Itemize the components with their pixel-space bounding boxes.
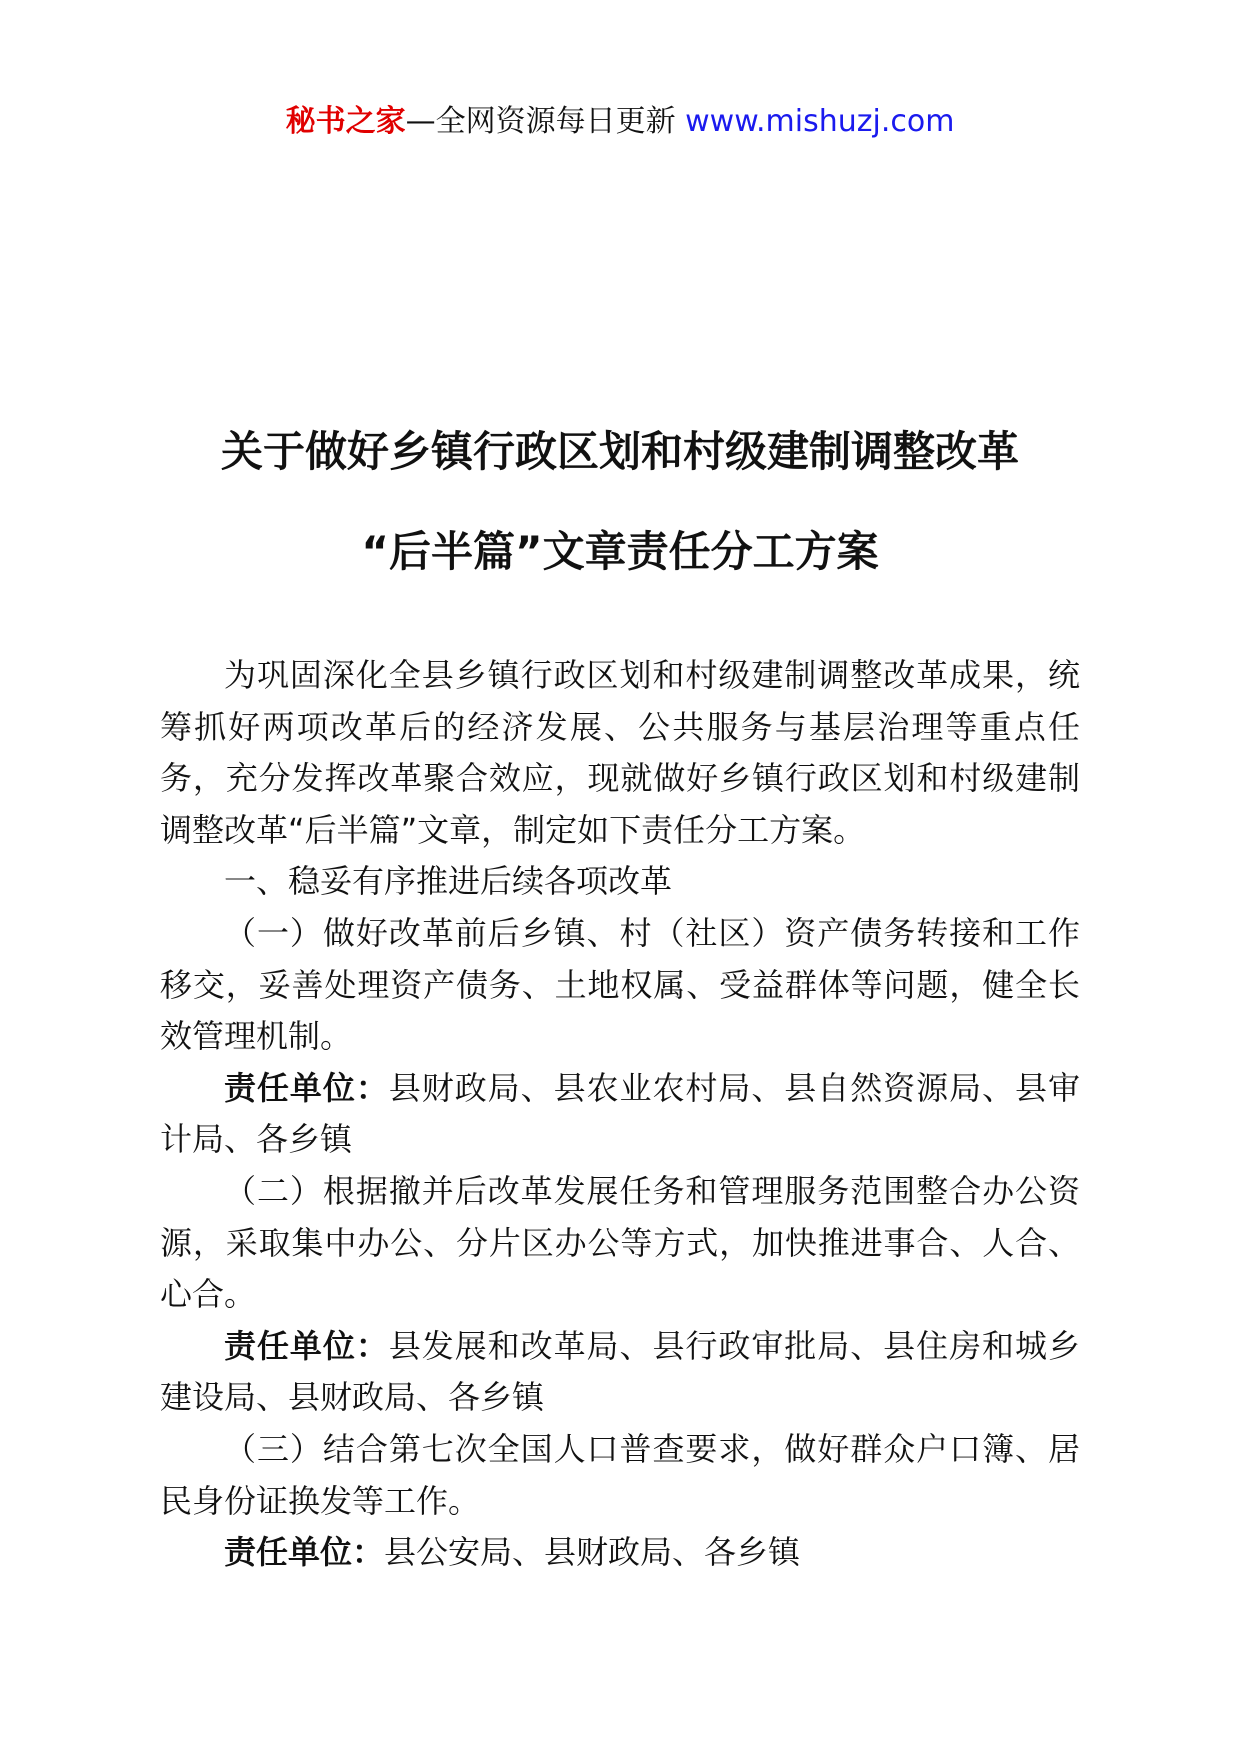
- responsibility-units: 县财政局、县农业农村局、县自然资源局、县审计局、各乡镇: [160, 1068, 1080, 1159]
- task-item-2: （二）根据撤并后改革发展任务和管理服务范围整合办公资源，采取集中办公、分片区办公等方式，加快推进事合、人合、心合。: [160, 1171, 1080, 1314]
- site-url-link[interactable]: www.mishuzj.com: [685, 104, 955, 139]
- section-heading-1: 一、稳妥有序推进后续各项改革: [224, 862, 673, 901]
- responsibility-line-2: [160, 1321, 1080, 1424]
- site-brand: 秘书之家: [285, 104, 406, 139]
- responsibility-line-3: [160, 1527, 1080, 1579]
- document-body: [160, 650, 1080, 1579]
- responsibility-units: 县发展和改革局、县行政审批局、县住房和城乡建设局、县财政局、各乡镇: [160, 1326, 1080, 1417]
- document-title-line-2: “后半篇”文章责任分工方案: [361, 527, 879, 576]
- site-slogan: —全网资源每日更新: [405, 104, 686, 139]
- intro-paragraph: 为巩固深化全县乡镇行政区划和村级建制调整改革成果，统筹抓好两项改革后的经济发展、公共服务与基层治理等重点任务，充分发挥改革聚合效应，现就做好乡镇行政区划和村级建制调整改革“后半篇”文章，制定如下责任分工方案。: [160, 656, 1080, 849]
- document-title-line-1: 关于做好乡镇行政区划和村级建制调整改革: [220, 427, 1019, 476]
- task-item-3: （三）结合第七次全国人口普查要求，做好群众户口簿、居民身份证换发等工作。: [160, 1429, 1080, 1520]
- site-header: [0, 100, 1240, 144]
- responsibility-units: 县公安局、县财政局、各乡镇: [384, 1533, 801, 1572]
- task-item-1: （一）做好改革前后乡镇、村（社区）资产债务转接和工作移交，妥善处理资产债务、土地权属、受益群体等问题，健全长效管理机制。: [160, 913, 1080, 1056]
- responsibility-label: 责任单位：: [224, 1068, 389, 1107]
- responsibility-label: 责任单位：: [224, 1533, 385, 1572]
- responsibility-line-1: [160, 1063, 1080, 1166]
- responsibility-label: 责任单位：: [224, 1326, 389, 1365]
